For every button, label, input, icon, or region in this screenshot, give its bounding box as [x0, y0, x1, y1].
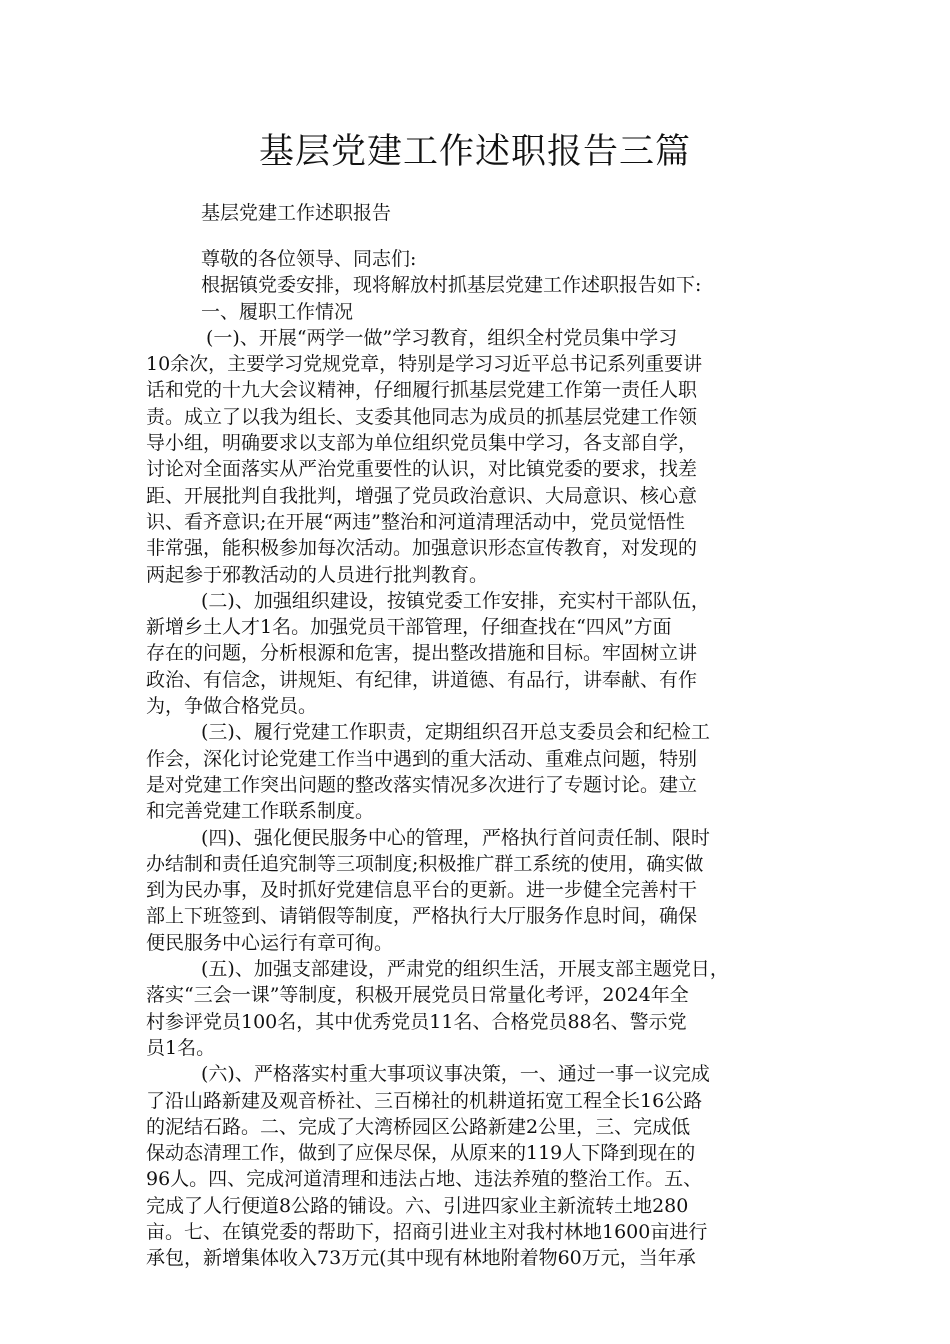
paragraph-line: (一)、开展“两学一做”学习教育，组织全村党员集中学习 [206, 326, 678, 349]
section-heading: 一、履职工作情况 [201, 300, 354, 323]
paragraph-line: 存在的问题，分析根源和危害，提出整改措施和目标。牢固树立讲 [146, 642, 698, 665]
paragraph-line: 政治、有信念，讲规矩、有纪律，讲道德、有品行，讲奉献、有作 [146, 668, 698, 691]
paragraph-line: 10余次，主要学习党规党章，特别是学习习近平总书记系列重要讲 [146, 353, 703, 376]
paragraph-line: 导小组，明确要求以支部为单位组织党员集中学习，各支部自学， [146, 432, 698, 455]
paragraph-line: 96人。四、完成河道清理和违法占地、违法养殖的整治工作。五、 [146, 1168, 703, 1191]
paragraph-line: 部上下班签到、请销假等制度，严格执行大厅服务作息时间，确保 [146, 905, 698, 928]
salutation: 尊敬的各位领导、同志们: [201, 248, 417, 270]
paragraph-line: 便民服务中心运行有章可徇。 [146, 931, 394, 954]
paragraph-line: 两起参于邪教活动的人员进行批判教育。 [146, 563, 489, 586]
paragraph-line: 了沿山路新建及观音桥社、三百梯社的机耕道拓宽工程全长16公路 [146, 1089, 703, 1112]
document-body [146, 246, 814, 1272]
paragraph-line: 办结制和责任追究制等三项制度;积极推广群工系统的使用，确实做 [146, 852, 704, 875]
paragraph-line: 到为民办事，及时抓好党建信息平台的更新。进一步健全完善村干 [146, 879, 698, 902]
paragraph-line: 识、看齐意识;在开展“两违”整治和河道清理活动中，党员觉悟性 [146, 510, 685, 533]
paragraph-line: (二)、加强组织建设，按镇党委工作安排，充实村干部队伍， [201, 589, 710, 612]
paragraph-line: 的泥结石路。二、完成了大湾桥园区公路新建2公里，三、完成低 [146, 1115, 691, 1138]
document-subtitle: 基层党建工作述职报告 [201, 202, 392, 224]
paragraph-line: 话和党的十九大会议精神，仔细履行抓基层党建工作第一责任人职 [146, 379, 698, 402]
paragraph-line: 新增乡土人才1名。加强党员干部管理，仔细查找在“四风”方面 [146, 616, 672, 639]
paragraph-line: 是对党建工作突出问题的整改落实情况多次进行了专题讨论。建立 [146, 773, 698, 796]
document-title: 基层党建工作述职报告三篇 [258, 132, 691, 172]
paragraph-line: 作会，深化讨论党建工作当中遇到的重大活动、重难点问题，特别 [146, 747, 698, 770]
paragraph-line: 员1名。 [146, 1036, 216, 1059]
paragraph-line: 讨论对全面落实从严治党重要性的认识，对比镇党委的要求，找差 [146, 458, 698, 481]
paragraph-line: 责。成立了以我为组长、支委其他同志为成员的抓基层党建工作领 [146, 405, 698, 428]
paragraph-line: (六)、严格落实村重大事项议事决策，一、通过一事一议完成 [201, 1063, 710, 1086]
paragraph-line: (四)、强化便民服务中心的管理，严格执行首问责任制、限时 [201, 826, 710, 849]
paragraph-line: 根据镇党委安排，现将解放村抓基层党建工作述职报告如下: [201, 274, 702, 297]
paragraph-line: 承包，新增集体收入73万元(其中现有林地附着物60万元，当年承 [146, 1247, 696, 1270]
paragraph-line: (五)、加强支部建设，严肃党的组织生活，开展支部主题党日， [201, 958, 729, 981]
paragraph-line: 为，争做合格党员。 [146, 695, 318, 718]
paragraph-line: 非常强，能积极参加每次活动。加强意识形态宣传教育，对发现的 [146, 537, 698, 560]
paragraph-line: 距、开展批判自我批判，增强了党员政治意识、大局意识、核心意 [146, 484, 698, 507]
paragraph-line: 完成了人行便道8公路的铺设。六、引进四家业主新流转土地280 [146, 1194, 689, 1217]
paragraph-line: (三)、履行党建工作职责，定期组织召开总支委员会和纪检工 [201, 721, 710, 744]
paragraph-line: 和完善党建工作联系制度。 [146, 800, 375, 823]
paragraph-line: 亩。七、在镇党委的帮助下，招商引进业主对我村林地1600亩进行 [146, 1220, 708, 1243]
paragraph-line: 保动态清理工作，做到了应保尽保，从原来的119人下降到现在的 [146, 1142, 696, 1165]
paragraph-line: 村参评党员100名，其中优秀党员11名、合格党员88名、警示党 [146, 1010, 687, 1033]
paragraph-line: 落实“三会一课”等制度，积极开展党员日常量化考评，2024年全 [146, 984, 689, 1007]
